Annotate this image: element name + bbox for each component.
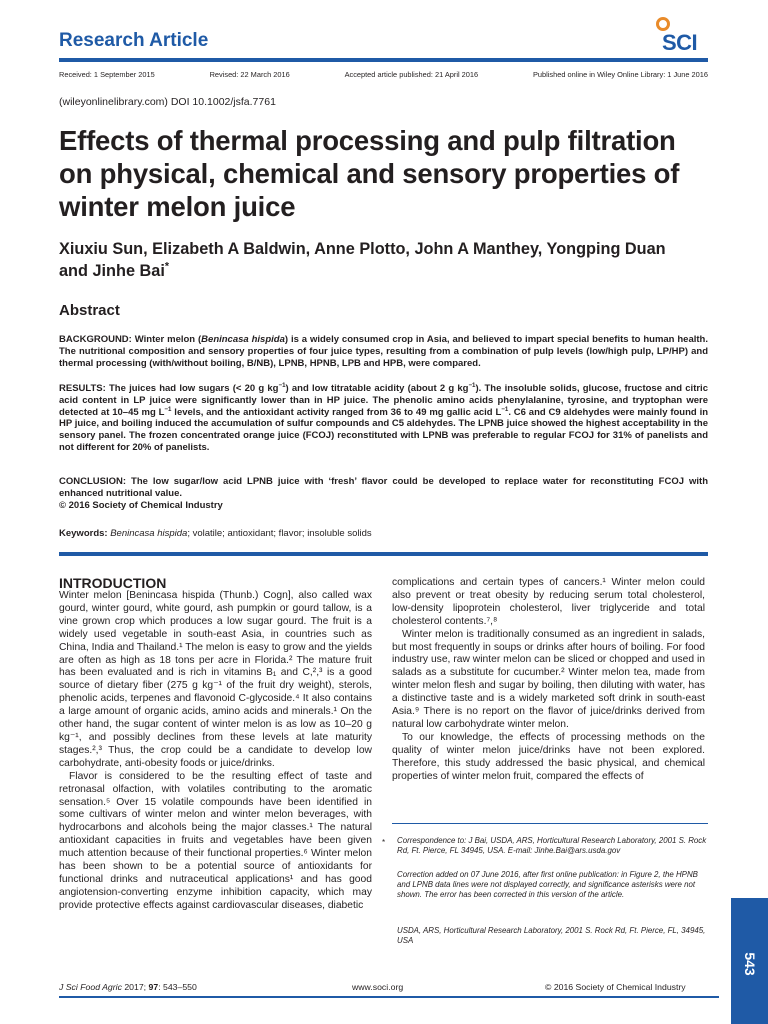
paragraph: Winter melon is traditionally consumed as an ingredient in salads, but most frequently in soups or drinks after hours of boiling. For food industry use, raw winter melon can be sliced or chopped and used in salads as a substitute for cucumber.² Winter melon tea, made from winter melon flesh and sugar by boiling, then diluting with water, has a distinctive taste and is a widely marketed soft drink in south-east Asia.⁹ There is no report on the flavor of juice/drinks derived from natural low carbohydrate winter melon. bbox=[392, 628, 705, 730]
results-text-b: ) and low titratable acidity (about 2 g kg bbox=[285, 383, 469, 394]
correspondence-footnote: Correspondence to: J Bai, USDA, ARS, Horticultural Research Laboratory, 2001 S. Rock Rd, Ft. Pierce, FL 34945, USA. E-mail: Jinhe.Bai@ars.usda.gov bbox=[397, 836, 707, 856]
paragraph: Winter melon [Benincasa hispida (Thunb.) Cogn], also called wax gourd, winter gourd, white gourd, ash pumpkin or gourd tallow, is a vine grown crop which produces a low sugar gourd. The fruit is a widely used vegetable in south-east Asia, in countries such as China, India and Thailand.¹ The melon is easy to grow and the yields are often as high as 18 tons per acre in Florida.² The mature fruit has been evaluated and is rich in vitamins B₁ and C,²,³ is a good source of dietary fiber (275 g kg⁻¹ of the fruit dry weight), sterols, phenolic acids, terpenes and flavonoid C-glycoside.⁴ It also contains a large amount of organic acids, amino acids and minerals.¹ On the other hand, the sugar content of winter melon is as low as 10–20 g kg⁻¹, and possibly declines from these levels at late maturity stages.²,³ Thus, the crop could be a candidate to develop low carbohydrate, anti-obesity foods or juice/drinks. bbox=[59, 590, 372, 769]
author-names: Xiuxiu Sun, Elizabeth A Baldwin, Anne Plotto, John A Manthey, Yongping Duan and Jinhe Bai bbox=[59, 240, 666, 280]
journal-name: J Sci Food Agric bbox=[59, 982, 122, 992]
body-column-left bbox=[59, 590, 372, 913]
article-dates bbox=[59, 70, 708, 79]
keywords-label: Keywords: bbox=[59, 528, 108, 539]
introduction-heading: INTRODUCTION bbox=[59, 575, 167, 591]
corresponding-mark: * bbox=[164, 260, 169, 273]
footer-copyright: © 2016 Society of Chemical Industry bbox=[545, 982, 686, 992]
background-species: Benincasa hispida bbox=[201, 334, 285, 345]
paragraph: To our knowledge, the effects of processing methods on the quality of winter melon juice/drinks have not been explored. Therefore, this study addressed the basic physical, and chemical properties of winter melon fruit, compared the effects of bbox=[392, 731, 705, 782]
website-link[interactable]: www.soci.org bbox=[352, 982, 404, 992]
unit-exponent: −1 bbox=[501, 405, 509, 413]
journal-citation bbox=[59, 982, 197, 992]
results-text-c: ). The insoluble solids, glucose, fructose and citric acid content in LP juice were significantly lower than in HP juice. The phenolic amino acids phenylalanine, tyrosine, and tryptophan were detected at 10–45 mg L bbox=[59, 383, 708, 418]
page-number: 543 bbox=[742, 952, 758, 976]
citation-year: 2017; bbox=[121, 982, 149, 992]
body-column-right bbox=[392, 577, 705, 784]
abstract-results bbox=[59, 383, 708, 454]
affiliation-footnote: USDA, ARS, Horticultural Research Laboratory, 2001 S. Rock Rd, Ft. Pierce, FL, 34945, USA bbox=[397, 926, 706, 946]
volume: 97 bbox=[148, 982, 159, 992]
background-label: BACKGROUND: bbox=[59, 334, 132, 345]
received-date: Received: 1 September 2015 bbox=[59, 70, 155, 79]
keyword-list: ; volatile; antioxidant; flavor; insoluble solids bbox=[187, 528, 372, 539]
article-title: Effects of thermal processing and pulp filtration on physical, chemical and sensory properties of winter melon juice bbox=[59, 125, 680, 222]
published-date: Published online in Wiley Online Library: 1 June 2016 bbox=[532, 70, 708, 79]
conclusion-label: CONCLUSION: bbox=[59, 476, 127, 487]
unit-exponent: −1 bbox=[164, 405, 172, 413]
page-range: : 543–550 bbox=[158, 982, 197, 992]
paragraph: complications and certain types of cancers.¹ Winter melon could also prevent or treat obesity by reducing serum total cholesterol, low-density lipoprotein cholesterol, liver triglyceride and total cholesterol contents.⁷,⁸ bbox=[392, 577, 705, 627]
revised-date: Revised: 22 March 2016 bbox=[209, 70, 290, 79]
accepted-date: Accepted article published: 21 April 2016 bbox=[344, 70, 479, 79]
abstract-copyright: © 2016 Society of Chemical Industry bbox=[59, 499, 223, 511]
conclusion-text: The low sugar/low acid LPNB juice with ‘fresh’ flavor could be developed to replace water for reconstituting FCOJ with enhanced nutritional value. bbox=[59, 476, 708, 499]
doi-line[interactable]: (wileyonlinelibrary.com) DOI 10.1002/jsfa.7761 bbox=[59, 96, 276, 108]
keywords bbox=[59, 528, 708, 539]
paragraph: Flavor is considered to be the resulting effect of taste and retronasal olfaction, with volatiles contributing to the aromatic sensation.⁵ Over 15 volatile compounds have been identified in some cultivars of winter melon and winter melon beverages, with hydrocarbons and alcohols being the major classes.¹ The natural antioxidant capacities in fruits and vegetables have been given much attention because of their functional properties.⁶ Winter melon has been shown to be a potential source of antioxidants for functional drinks and nutraceutical applications¹ and has good angiotension-converting enzyme inhibition capacity, which may provide protective effects against cardiovascular diseases, diabetic bbox=[59, 770, 372, 911]
abstract-heading: Abstract bbox=[59, 302, 120, 319]
background-text-a: Winter melon ( bbox=[131, 334, 202, 345]
results-text-a: The juices had low sugars (< 20 g kg bbox=[105, 383, 279, 394]
sci-logo bbox=[648, 16, 708, 56]
unit-exponent: −1 bbox=[278, 381, 286, 389]
results-text-e: . C6 and C9 aldehydes were mainly found in HP juice, and boiling induced the accumulation of sulfur compounds and C5 aldehydes. The LPNB juice showed the highest acceptability in the sensory panel. The frozen concentrated orange juice (FCOJ) reconstituted with LPNB was preferable to regular FCOJ for 31% of panelists and not different for 20% of panelists. bbox=[59, 406, 709, 453]
section-label: Research Article bbox=[59, 30, 209, 51]
unit-exponent: −1 bbox=[468, 381, 476, 389]
logo-ring-icon bbox=[656, 17, 670, 31]
footnote-star: * bbox=[382, 838, 386, 847]
keyword-species: Benincasa hispida bbox=[110, 528, 188, 539]
header-rule bbox=[59, 58, 708, 62]
author-list bbox=[59, 238, 699, 282]
background-text-b: ) is a widely consumed crop in Asia, and believed to impart special benefits to human health. The nutritional composition and sensory properties of four juice types, resulting from a combination of pulp levels (low/high pulp, LP/HP) and thermal processing (with/without boiling, B/NB), LPNB, HPNB, LPB and HPB, were compared. bbox=[59, 334, 708, 369]
logo-text: SCI bbox=[662, 30, 698, 55]
footer-rule bbox=[59, 996, 719, 998]
results-label: RESULTS: bbox=[59, 383, 106, 394]
abstract-conclusion bbox=[59, 476, 708, 511]
abstract-rule bbox=[59, 552, 708, 556]
correction-footnote: Correction added on 07 June 2016, after first online publication: in Figure 2, the HPNB and LPNB data lines were not displayed correctly, and significance asterisks were not shown. The error has been corrected in this version of the article. bbox=[397, 870, 698, 900]
results-text-d: levels, and the antioxidant activity ranged from 36 to 49 mg gallic acid L bbox=[171, 406, 502, 418]
page-number-tab bbox=[731, 898, 768, 1024]
abstract-background bbox=[59, 334, 708, 369]
footnote-rule bbox=[392, 823, 708, 824]
